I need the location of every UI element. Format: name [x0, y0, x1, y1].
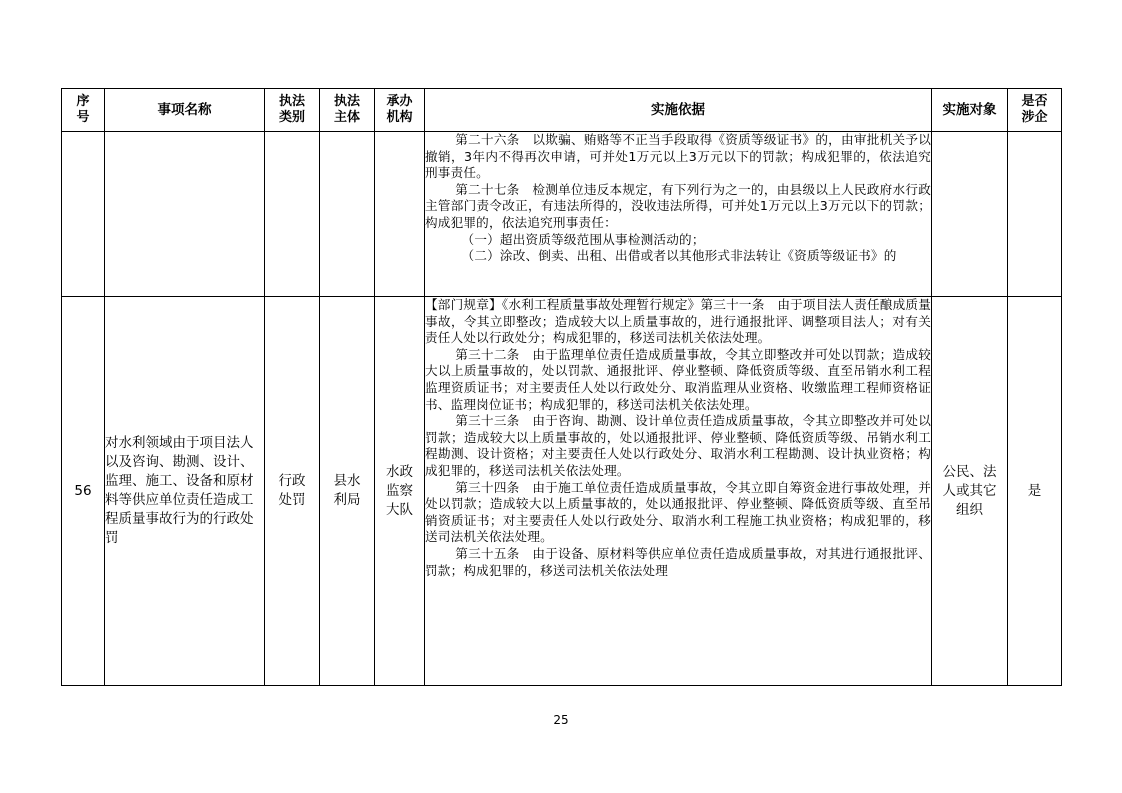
header-category: 执法类别 [265, 89, 320, 132]
table-row-continued [62, 132, 1062, 297]
row-item-name: 对水利领域由于项目法人以及咨询、勘测、设计、监理、施工、设备和原材料等供应单位责任造成工程质量事故行为的行政处罚 [105, 297, 265, 686]
header-subject: 执法主体 [320, 89, 375, 132]
basis-cell [425, 297, 932, 686]
basis-cell [425, 132, 932, 297]
cell-empty [62, 132, 105, 297]
basis-paragraph: （二）涂改、倒卖、出租、出借或者以其他形式非法转让《资质等级证书》的 [461, 248, 897, 264]
page-number: 25 [553, 713, 569, 727]
header-agency: 承办机构 [375, 89, 425, 132]
header-enterprise: 是否涉企 [1008, 89, 1062, 132]
cell-empty [375, 132, 425, 297]
header-basis: 实施依据 [425, 89, 932, 132]
enforcement-table [61, 88, 1062, 686]
table-row-56 [62, 297, 1062, 686]
header-target: 实施对象 [932, 89, 1008, 132]
basis-paragraph: 第三十四条 由于施工单位责任造成质量事故，令其立即自筹资金进行事故处理，并处以罚款；造成较大以上质量事故的，处以通报批评、停业整顿、降低资质等级、直至吊销资质证书；对主要责任人处以行政处分、取消水利工程施工执业资格；构成犯罪的，移送司法机关依法处理。 [425, 479, 931, 545]
cell-empty [105, 132, 265, 297]
row-target: 公民、法人或其它组织 [932, 297, 1008, 686]
basis-paragraph: 第三十三条 由于咨询、勘测、设计单位责任造成质量事故，令其立即整改并可处以罚款；造成较大以上质量事故的，处以通报批评、停业整顿、降低资质等级、吊销水利工程勘测、设计资格；对主要责任人处以行政处分、取消水利工程勘测、设计执业资格；构成犯罪的，移送司法机关依法处理。 [425, 413, 931, 478]
header-name: 事项名称 [105, 89, 265, 132]
cell-empty [265, 132, 320, 297]
row-subject: 县水利局 [320, 297, 375, 686]
row-agency: 水政监察大队 [375, 297, 425, 686]
basis-paragraph: 第三十二条 由于监理单位责任造成质量事故，令其立即整改并可处以罚款；造成较大以上质量事故的，处以罚款、通报批评、停业整顿、降低资质等级、直至吊销水利工程监理资质证书；对主要责任人处以行政处分、取消监理从业资格、收缴监理工程师资格证书、监理岗位证书；构成犯罪的，移送司法机关依法处理。 [425, 346, 931, 412]
basis-paragraph: 第二十六条 以欺骗、贿赂等不正当手段取得《资质等级证书》的，由审批机关予以撤销，3年内不得再次申请，可并处1万元以上3万元以下的罚款；构成犯罪的，依法追究刑事责任。 [425, 132, 931, 181]
row-enterprise: 是 [1008, 297, 1062, 686]
header-row [62, 89, 1062, 132]
cell-empty [932, 132, 1008, 297]
basis-paragraph: 第三十五条 由于设备、原材料等供应单位责任造成质量事故，对其进行通报批评、罚款；构成犯罪的，移送司法机关依法处理 [425, 545, 931, 578]
cell-empty [1008, 132, 1062, 297]
basis-paragraph: （一）超出资质等级范围从事检测活动的； [461, 231, 705, 247]
row-category: 行政处罚 [265, 297, 320, 686]
cell-empty [320, 132, 375, 297]
basis-paragraph: 【部门规章】《水利工程质量事故处理暂行规定》第三十一条 由于项目法人责任酿成质量事故，令其立即整改；造成较大以上质量事故的，进行通报批评、调整项目法人；对有关责任人处以行政处分；构成犯罪的，移送司法机关依法处理。 [425, 297, 931, 346]
basis-paragraph: 第二十七条 检测单位违反本规定，有下列行为之一的，由县级以上人民政府水行政主管部门责令改正，有违法所得的，没收违法所得，可并处1万元以上3万元以下的罚款；构成犯罪的，依法追究刑事责任： [425, 181, 931, 230]
row-seq: 56 [62, 297, 105, 686]
header-seq: 序号 [62, 89, 105, 132]
